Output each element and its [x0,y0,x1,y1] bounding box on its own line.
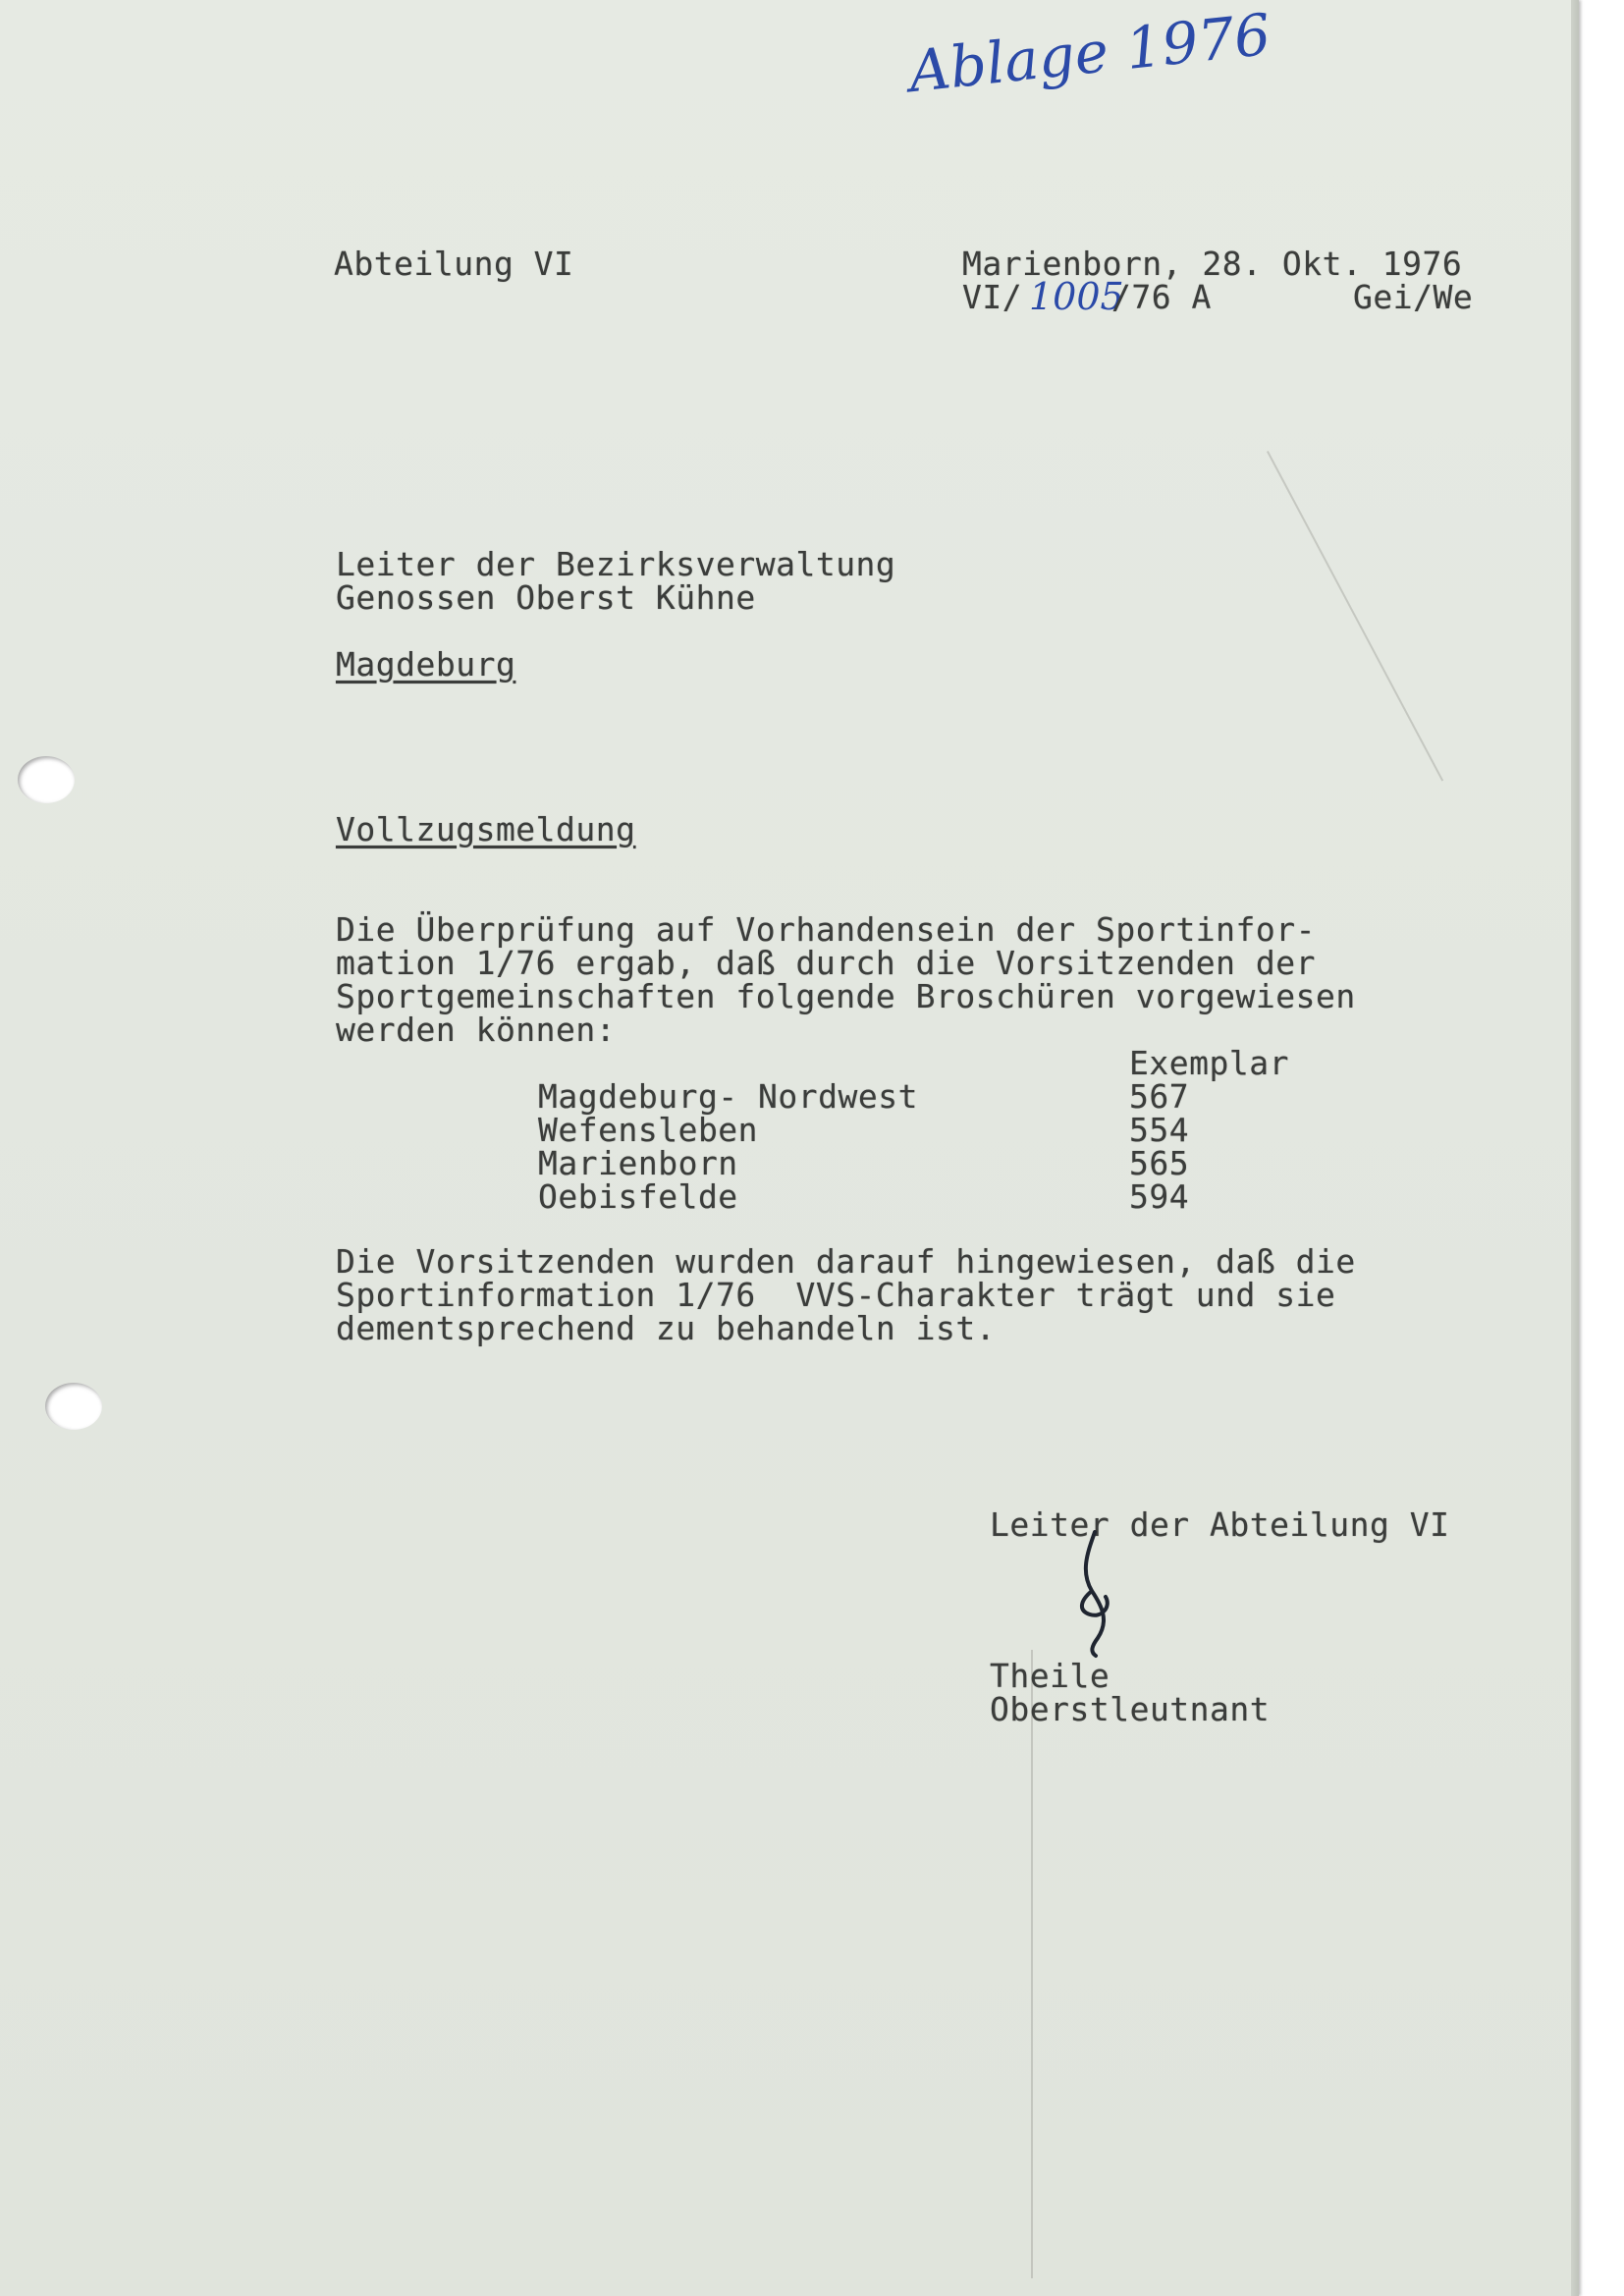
paragraph-2-line-1: Die Vorsitzenden wurden darauf hingewiesen, daß die [336,1242,1356,1281]
handwritten-signature [1041,1512,1149,1660]
recipient-city: Magdeburg [336,645,516,683]
subject-heading: Vollzugsmeldung [336,810,636,848]
reference-suffix: /76 A [1111,278,1212,316]
place-date: Marienborn, 28. Okt. 1976 [962,245,1463,283]
reference-prefix: VI/ [962,278,1023,316]
table-row-name: Wefensleben [538,1111,759,1149]
punch-hole-bottom [45,1383,102,1430]
recipient-line-2: Genossen Oberst Kühne [336,578,756,617]
table-header-exemplar: Exemplar [1129,1044,1289,1082]
paragraph-2-line-3: dementsprechend zu behandeln ist. [336,1309,997,1347]
handwritten-annotation: Ablage 1976 [905,0,1274,106]
table-row-count: 567 [1129,1077,1190,1116]
signatory-name: Theile [990,1657,1110,1695]
department-label: Abteilung VI [334,245,574,283]
table-row-name: Marienborn [538,1144,738,1182]
paragraph-1-line-1: Die Überprüfung auf Vorhandensein der Sportinfor- [336,910,1317,949]
paragraph-1-line-4: werden können: [336,1011,617,1049]
table-row-name: Magdeburg- Nordwest [538,1077,918,1116]
handwritten-reference-number: 1005 [1029,275,1124,318]
paragraph-1-line-3: Sportgemeinschaften folgende Broschüren vorgewiesen [336,977,1356,1015]
punch-hole-top [18,756,75,803]
paper-crease-lower [1031,1650,1033,2278]
paragraph-1-line-2: mation 1/76 ergab, daß durch die Vorsitzenden der [336,944,1317,982]
recipient-line-1: Leiter der Bezirksverwaltung [336,545,896,583]
paragraph-2-line-2: Sportinformation 1/76 VVS-Charakter trägt und sie [336,1276,1336,1314]
signatory-rank: Oberstleutnant [990,1690,1271,1728]
page-edge [1571,0,1579,2296]
initials: Gei/We [1353,278,1474,316]
signature-title: Leiter der Abteilung VI [990,1505,1450,1544]
paper-crease [1267,451,1443,781]
table-row-count: 594 [1129,1177,1190,1216]
table-row-name: Oebisfelde [538,1177,738,1216]
table-row-count: 565 [1129,1144,1190,1182]
table-row-count: 554 [1129,1111,1190,1149]
